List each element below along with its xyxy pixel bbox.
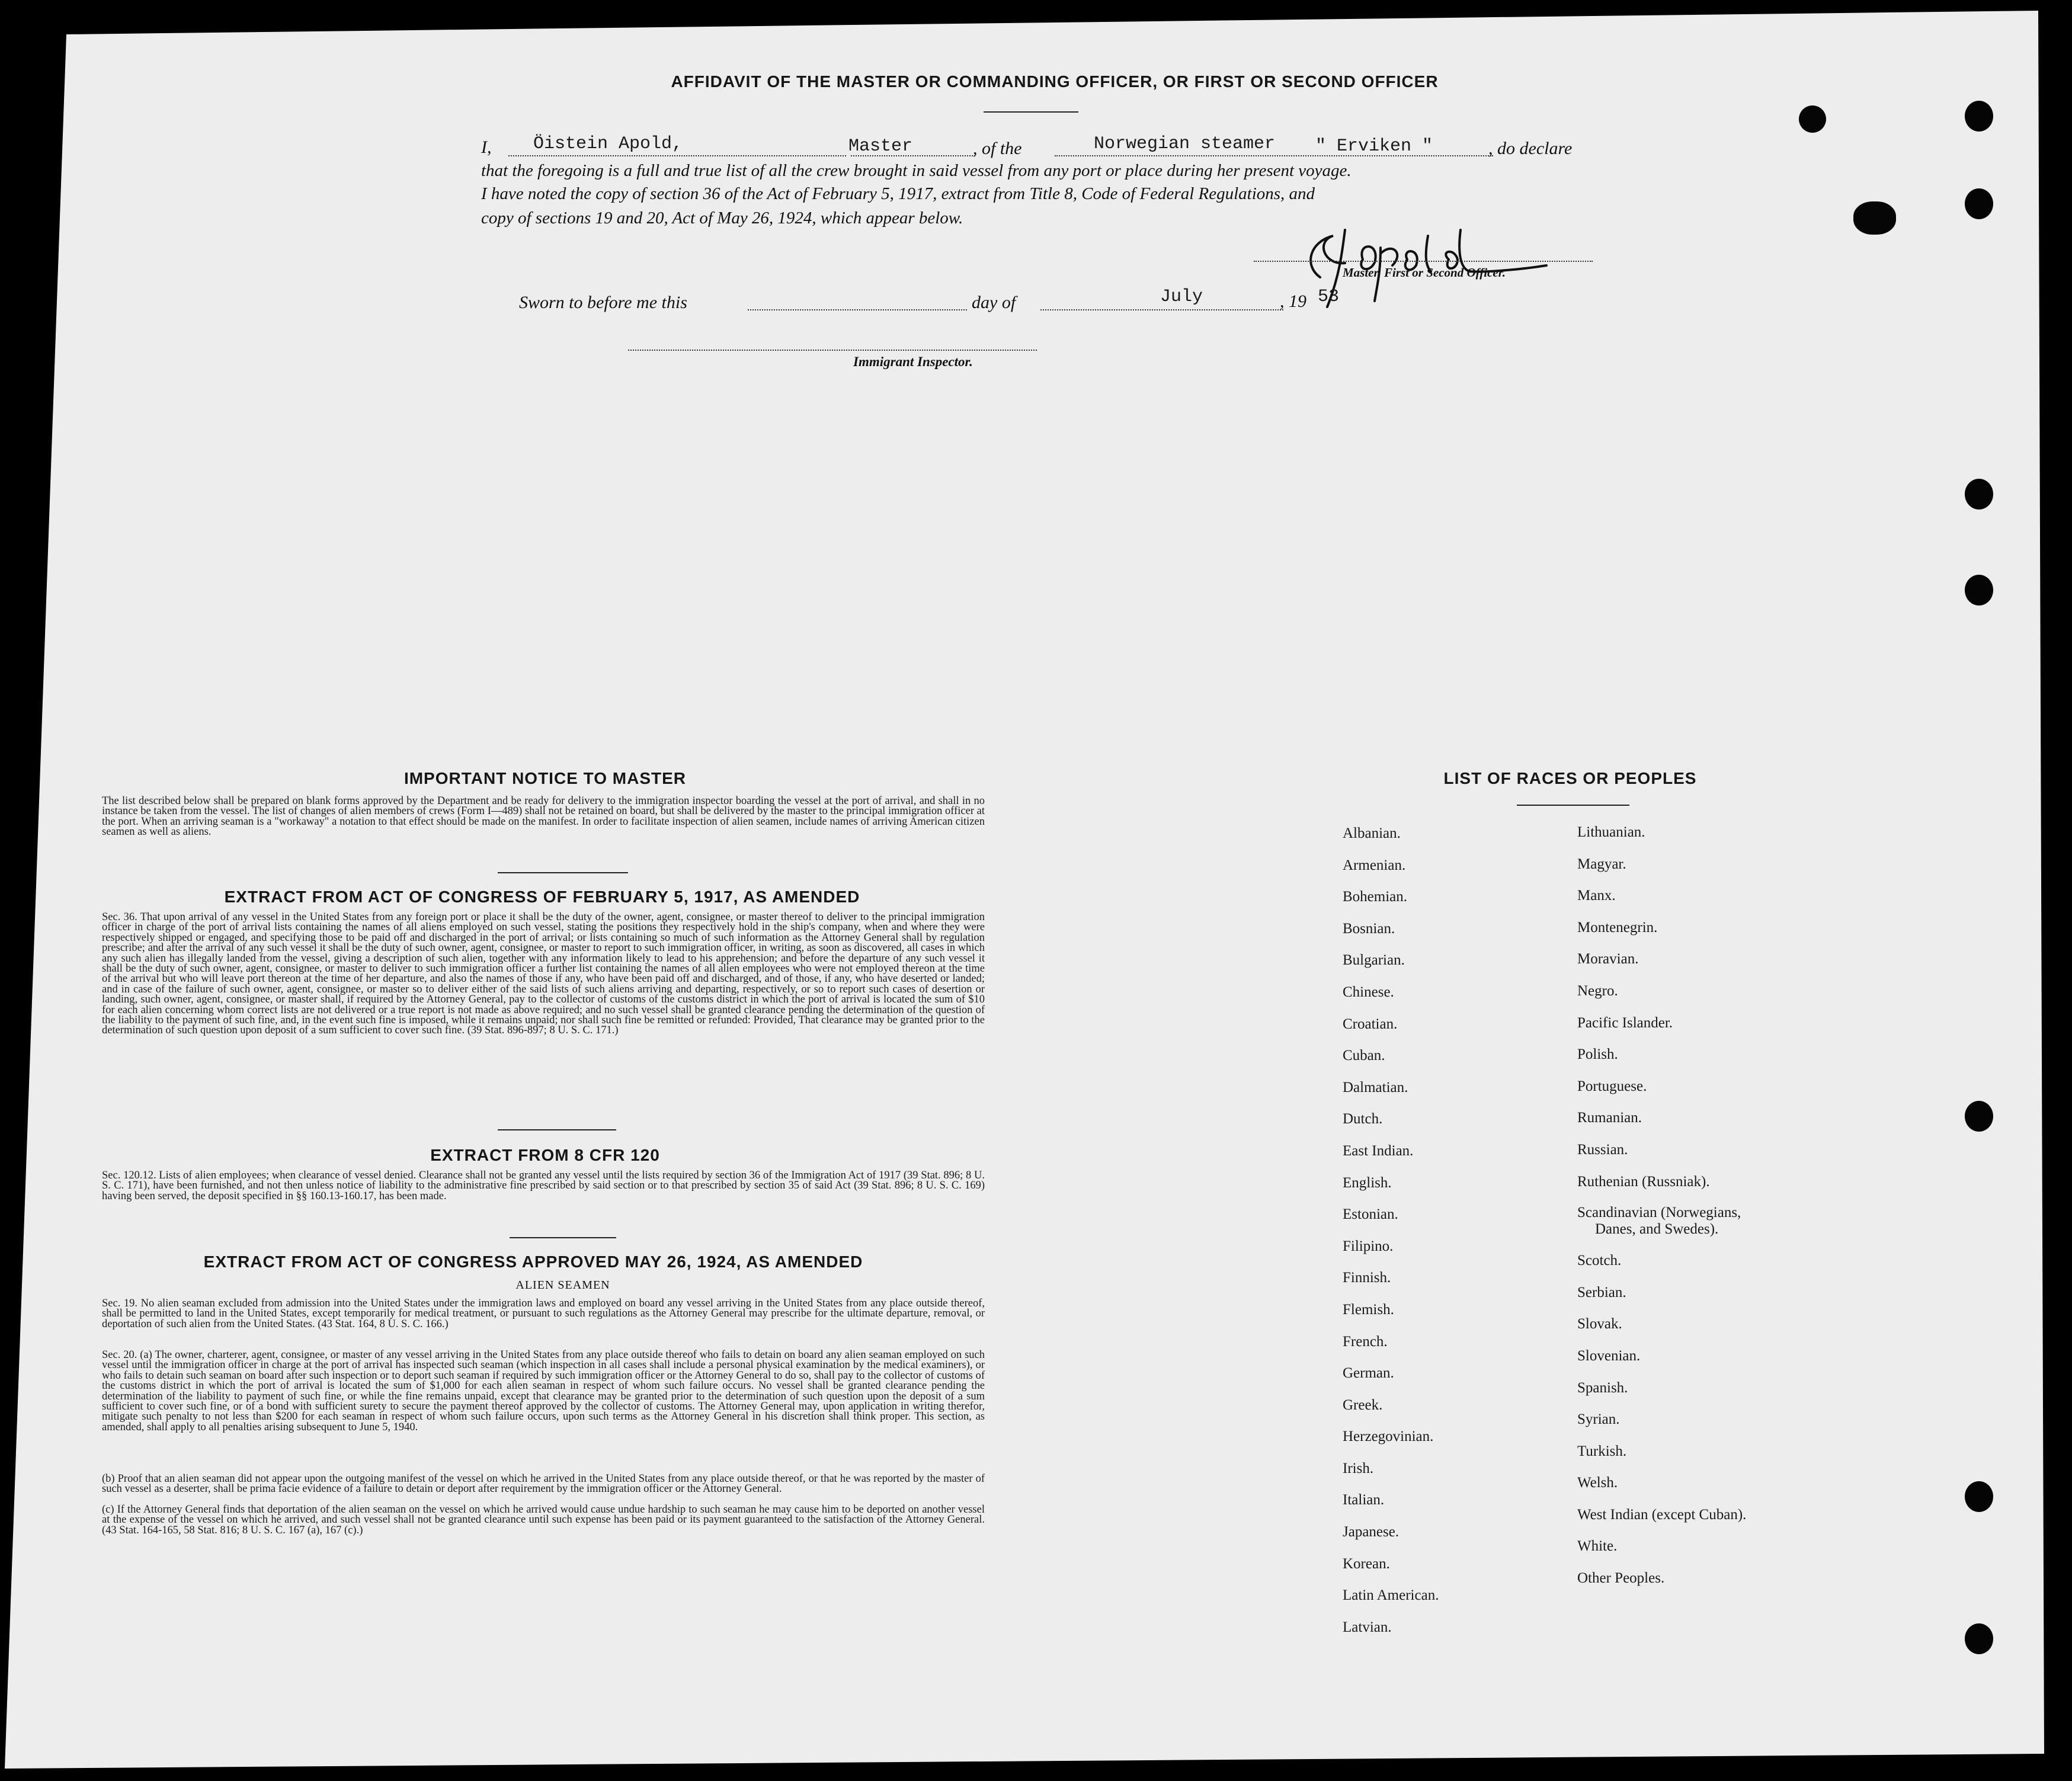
race-item: Filipino. [1343, 1238, 1394, 1254]
divider [984, 111, 1078, 113]
race-item: Croatian. [1343, 1016, 1398, 1032]
race-item: White. [1577, 1538, 1618, 1555]
race-item: Chinese. [1343, 984, 1394, 1000]
day-of-label: day of [972, 293, 1016, 312]
race-item: Greek. [1343, 1396, 1383, 1413]
punch-hole [1965, 1623, 1993, 1654]
race-item: Scotch. [1577, 1253, 1622, 1269]
extract-1917-text: Sec. 36. That upon arrival of any vessel in the United States from any foreign port or place it shall be the duty of the owner, agent, consignee, or master thereof to deliver to the principal immigration officer in charge of the port of arrival lists containing the names of all aliens employed on such vessel, stating the positions they respectively hold in the ship's company, when and where they were respectively shipped or engaged, and specifying those to be paid off and discharged in the port of arrival; or lists containing so much of such information as the Attorney General shall by regulation prescribe; and after the arrival of any such vessel it shall be the duty of such owner, agent, consignee, or master to report to such immigration officer, in writing, as soon as discovered, all cases in which any such alien has illegally landed from the vessel, giving a description of such alien, together with any information likely to lead to his apprehension; and before the departure of any such vessel it shall be the duty of such owner, agent, consignee, or master to deliver to such immigration officer a further list containing the names of all alien employees who were not employed thereon at the time of the arrival but who will leave port thereon at the time of her departure, and also the names of those if any, who have been paid off and discharged, and of those, if any, who have deserted or landed; and in case of the failure of such owner, agent, consignee, or master so to deliver either of the said lists of such aliens arriving and departing, respectively, or so to report such cases of desertion or landing, such owner, agent, consignee, or master shall, if required by the Attorney General, pay to the collector of customs of the customs district in which the port of arrival is located the sum of $10 for each alien concerning whom correct lists are not delivered or a true report is not made as above required; and no such vessel shall be granted clearance pending the determination of the question of the liability to the payment of such fine, and, in the event such fine is imposed, while it remains unpaid; nor shall such fine be remitted or refunded: Provided, That clearance may be granted prior to the determination of such question upon deposit of a sum sufficient to cover such fine. (39 Stat. 896-897; 8 U. S. C. 171.) [102, 911, 985, 1037]
affidavit-line-2: that the foregoing is a full and true list of all the crew brought in said vessel from any port or place during her present voyage. [481, 161, 1352, 180]
vessel-name: " Erviken " [1315, 136, 1433, 156]
punch-hole [1965, 188, 1993, 219]
race-item: West Indian (except Cuban). [1577, 1506, 1747, 1523]
of-the-label: , of the [973, 139, 1022, 158]
race-item: Polish. [1577, 1046, 1618, 1063]
inspector-caption: Immigrant Inspector. [853, 354, 973, 369]
race-item: Turkish. [1577, 1443, 1627, 1459]
divider [1517, 805, 1629, 806]
race-item: Moravian. [1577, 951, 1639, 968]
race-item: Syrian. [1577, 1411, 1620, 1428]
extract-cfr-text: Sec. 120.12. Lists of alien employees; when clearance of vessel denied. Clearance shall not be granted any vessel until the lists required by section 36 of the Immigration Act of 1917 (39 Stat. 896; 8 U. S. C. 171), have been furnished, and not then unless notice of liability to the administrative fine prescribed by said section or to that prescribed by section 35 of said Act (39 Stat. 896; 8 U. S. C. 169) having been served, the deposit specified in §§ 160.13-160.17, has been made. [102, 1170, 985, 1202]
rank: Master [848, 136, 913, 156]
races-right-column [1577, 816, 1746, 1594]
year-prefix: , 19 [1280, 292, 1306, 311]
signature-line [1254, 261, 1593, 262]
extract-1917-title: EXTRACT FROM ACT OF CONGRESS OF FEBRUARY 5, 1917, AS AMENDED [224, 888, 860, 906]
race-item-line: Danes, and Swedes). [1595, 1221, 1719, 1238]
race-item: Albanian. [1343, 825, 1401, 841]
race-item: Ruthenian (Russniak). [1577, 1173, 1710, 1190]
race-item: Lithuanian. [1577, 824, 1645, 840]
race-item: Irish. [1343, 1460, 1374, 1476]
sec-20b-text: (b) Proof that an alien seaman did not appear upon the outgoing manifest of the vessel on which he arrived in the United States from any place outside thereof, or that he was reported by the master of such vessel as a deserter, shall be prima facie evidence of a failure to detain or deport after requirement by the immigration officer or the Attorney General. [102, 1473, 985, 1495]
divider [498, 872, 628, 873]
race-item: Dalmatian. [1343, 1079, 1408, 1095]
race-item: Dutch. [1343, 1111, 1383, 1127]
pronoun: I, [481, 137, 492, 157]
race-item: Rumanian. [1577, 1110, 1642, 1126]
punch-hole [1965, 1101, 1993, 1132]
race-item: Korean. [1343, 1555, 1390, 1572]
race-item: Latin American. [1343, 1587, 1439, 1604]
sec-20c-text: (c) If the Attorney General finds that deportation of the alien seaman on the vessel on which he arrived would cause undue hardship to such seaman he may cause him to be deported on another vessel at the expense of the vessel on which he arrived, and such vessel shall not be granted clearance until such expense has been paid or its payment guaranteed to the satisfaction of the Attorney General. (43 Stat. 164-165, 58 Stat. 816; 8 U. S. C. 167 (a), 167 (c).) [102, 1504, 985, 1536]
punch-hole [1965, 479, 1993, 510]
extract-1924-subtitle: ALIEN SEAMEN [515, 1279, 610, 1292]
divider [498, 1129, 616, 1130]
race-item: Magyar. [1577, 856, 1626, 872]
ink-blot [1799, 105, 1826, 133]
signature-caption: Master, First or Second Officer. [1343, 265, 1506, 280]
race-item: English. [1343, 1174, 1392, 1191]
extract-cfr-title: EXTRACT FROM 8 CFR 120 [430, 1146, 660, 1164]
sec-19-text: Sec. 19. No alien seaman excluded from admission into the United States under the immigration laws and employed on board any vessel arriving in the United States from any place outside thereof, shall be permitted to land in the United States, except temporarily for medical treatment, or pursuant to such regulations as the Attorney General may prescribe for the ultimate departure, removal, or deportation of such alien from the United States. (43 Stat. 164, 8 U. S. C. 166.) [102, 1298, 985, 1330]
race-item: Latvian. [1343, 1619, 1392, 1635]
race-item: Bulgarian. [1343, 952, 1405, 969]
affidavit-title: AFFIDAVIT OF THE MASTER OR COMMANDING OFFICER, OR FIRST OR SECOND OFFICER [671, 72, 1439, 91]
race-item: Portuguese. [1577, 1078, 1647, 1094]
race-item: Bohemian. [1343, 889, 1408, 905]
race-item: Montenegrin. [1577, 919, 1658, 936]
race-item: Slovenian. [1577, 1347, 1641, 1364]
sworn-year: 53 [1318, 287, 1340, 307]
race-item: Bosnian. [1343, 920, 1395, 937]
vessel-type: Norwegian steamer [1094, 134, 1276, 154]
race-item: Italian. [1343, 1492, 1385, 1508]
do-declare-label: , do declare [1488, 139, 1573, 158]
race-item: Cuban. [1343, 1048, 1385, 1064]
race-item: Japanese. [1343, 1524, 1400, 1540]
races-left-column [1343, 818, 1439, 1643]
race-item: Serbian. [1577, 1284, 1626, 1300]
races-title: LIST OF RACES OR PEOPLES [1443, 769, 1697, 787]
race-item: Negro. [1577, 982, 1618, 999]
race-item-scandinavian [1577, 1197, 1746, 1245]
race-item: Other Peoples. [1577, 1570, 1665, 1587]
ink-blot [1853, 201, 1896, 235]
race-item: Manx. [1577, 888, 1616, 904]
race-item: Finnish. [1343, 1270, 1391, 1286]
race-item: Estonian. [1343, 1206, 1398, 1223]
sec-20a-text: Sec. 20. (a) The owner, charterer, agent, consignee, or master of any vessel arriving in the United States from any place outside thereof who fails to detain on board any alien seaman employed on such vessel until the immigration officer in charge at the port of arrival has inspected such seaman (which inspection in all cases shall include a personal physical examination by the medical examiners), or who fails to detain such seaman on board after such inspection or to deport such seaman if required by such immigration officer or the Attorney General to do so, shall pay to the collector of customs of the customs district in which the port of arrival is located the sum of $1,000 for each alien seaman in respect of whom such failure occurs. No vessel shall be granted clearance pending the determination of the liability to payment of such fine, or while the fine remains unpaid, except that clearance may be granted prior to the determination of such question upon the deposit of a sum sufficient to cover such fine, or of a bond with sufficient surety to secure the payment thereof approved by the collector of customs. The Attorney General may, upon application in writing therefor, mitigate such penalty to not less than $200 for each seaman in respect of whom such failure occurs, upon such terms as the Attorney General in his discretion shall think proper. This section, as amended, shall apply to all penalties arising subsequent to June 5, 1940. [102, 1349, 985, 1433]
race-item: Slovak. [1577, 1316, 1622, 1332]
race-item: French. [1343, 1333, 1388, 1350]
race-item: Flemish. [1343, 1301, 1394, 1318]
race-item: Spanish. [1577, 1379, 1628, 1396]
punch-hole [1965, 1481, 1993, 1512]
sworn-month: July [1160, 287, 1203, 307]
divider [510, 1237, 616, 1238]
master-name: Öistein Apold, [533, 134, 683, 154]
extract-1924-title: EXTRACT FROM ACT OF CONGRESS APPROVED MAY 26, 1924, AS AMENDED [203, 1253, 863, 1271]
affidavit-line-4: copy of sections 19 and 20, Act of May 26, 1924, which appear below. [481, 209, 963, 228]
notice-text: The list described below shall be prepared on blank forms approved by the Department and be ready for delivery to the immigration inspector boarding the vessel at the port of arrival, and shall in no instance be taken from the vessel. The list of changes of alien members of crews (Form I—489) shall not be retained on board, but shall be delivered by the master to the principal immigration officer at the port. When an arriving seaman is a "workaway" a notation to that effect should be made on the manifest. In order to facilitate inspection of alien seamen, include names of arriving American citizen seamen as well as aliens. [102, 795, 985, 838]
race-item: Armenian. [1343, 857, 1406, 873]
race-item: Welsh. [1577, 1475, 1618, 1491]
punch-hole [1965, 575, 1993, 606]
notice-title: IMPORTANT NOTICE TO MASTER [403, 769, 687, 787]
race-item: Herzegovinian. [1343, 1428, 1434, 1445]
race-item: German. [1343, 1365, 1394, 1382]
race-item-line: Scandinavian (Norwegians, [1577, 1205, 1741, 1221]
sworn-label: Sworn to before me this [519, 293, 687, 312]
race-item: Russian. [1577, 1141, 1628, 1158]
race-item: Pacific Islander. [1577, 1014, 1673, 1031]
punch-hole [1965, 101, 1993, 132]
affidavit-line-3: I have noted the copy of section 36 of the Act of February 5, 1917, extract from Title 8, Code of Federal Regulations, and [481, 184, 1315, 203]
race-item: East Indian. [1343, 1142, 1414, 1159]
